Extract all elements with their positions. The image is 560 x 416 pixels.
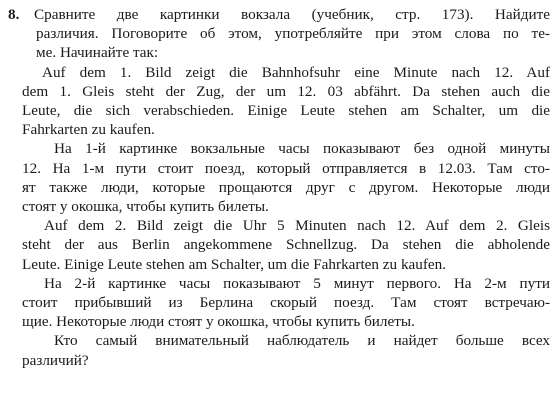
de-paragraph-1-line-2: dem 1. Gleis steht der Zug, der um 12. 03 abfährt. Da stehen auch die <box>22 82 550 100</box>
ru-paragraph-1-line-1: На 1-й картинке вокзальные часы показывают без одной минуты <box>54 140 550 158</box>
ru-paragraph-2-line-1: На 2-й картинке часы показывают 5 минут первого. На 2-м пути <box>44 274 550 292</box>
de-paragraph-1-line-3: Leute, die sich verabschieden. Einige Leute stehen am Schalter, um die <box>22 102 550 120</box>
de-paragraph-1-line-1: Auf dem 1. Bild zeigt die Bahnhofsuhr eine Minute nach 12. Auf <box>42 63 550 81</box>
exercise-number: 8. <box>8 6 20 23</box>
de-paragraph-2-line-2: steht der aus Berlin angekommene Schnellzug. Da stehen die abholende <box>22 236 550 254</box>
ru-paragraph-2-line-3: щие. Некоторые люди стоят у окошка, чтобы купить билеты. <box>22 313 415 331</box>
de-paragraph-2-line-3: Leute. Einige Leute stehen am Schalter, um die Fahrkarten zu kaufen. <box>22 255 447 273</box>
question-line-1: Кто самый внимательный наблюдатель и найдет больше всех <box>54 332 550 350</box>
ru-paragraph-2-line-2: стоит прибывший из Берлина скорый поезд. Там стоят встречаю- <box>22 294 550 312</box>
task-line-2: различия. Поговорите об этом, употребляйте при этом слова по те- <box>36 25 550 43</box>
de-paragraph-1-line-4: Fahrkarten zu kaufen. <box>22 121 155 139</box>
ru-paragraph-1-line-3: ят также люди, которые прощаются друг с другом. Некоторые люди <box>22 178 550 196</box>
de-paragraph-2-line-1: Auf dem 2. Bild zeigt die Uhr 5 Minuten nach 12. Auf dem 2. Gleis <box>44 217 550 235</box>
ru-paragraph-1-line-2: 12. На 1-м пути стоит поезд, который отправляется в 12.03. Там сто- <box>22 159 550 177</box>
task-line-1: 8. Сравните две картинки вокзала (учебник, стр. 173). Найдите <box>8 6 550 23</box>
ru-paragraph-1-line-4: стоят у окошка, чтобы купить билеты. <box>22 198 269 216</box>
question-line-2: различий? <box>22 351 89 369</box>
task-line-3: ме. Начинайте так: <box>36 44 159 62</box>
